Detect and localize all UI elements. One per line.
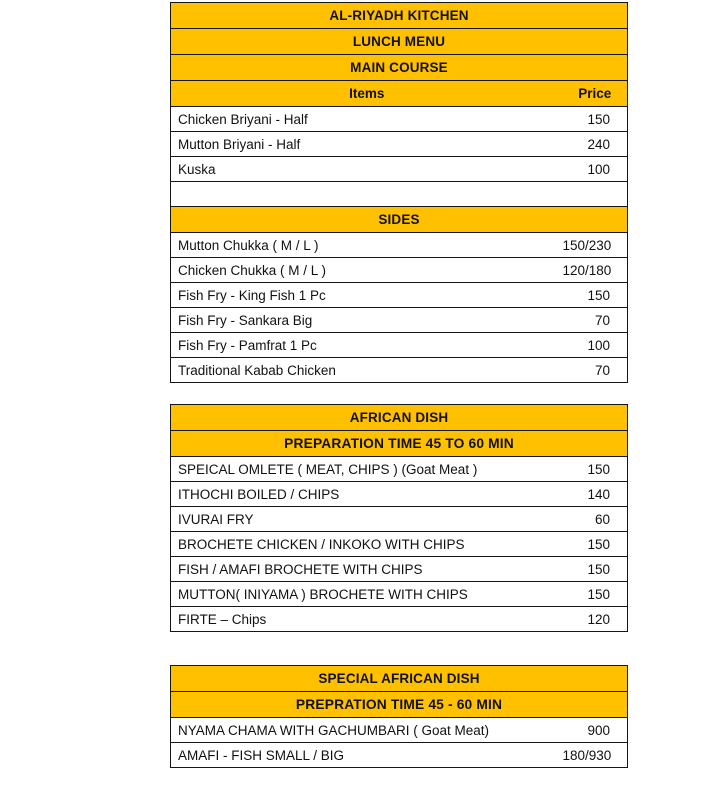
item-price: 70: [563, 358, 628, 383]
african-prep-time-text: PREPARATION TIME 45 TO 60 MIN: [171, 431, 628, 457]
table-row: [171, 532, 628, 557]
item-name: Chicken Briyani - Half: [171, 107, 563, 132]
banner-restaurant-name: [171, 3, 628, 29]
item-name: Fish Fry - Sankara Big: [171, 308, 563, 333]
table-row: [171, 607, 628, 632]
item-price: 150: [563, 557, 628, 582]
special-prep-time-text: PREPRATION TIME 45 - 60 MIN: [171, 692, 628, 718]
african-dish-text: AFRICAN DISH: [171, 405, 628, 431]
item-price: 150/230: [563, 233, 628, 258]
special-african-dish-table: [170, 665, 628, 768]
table-row: [171, 283, 628, 308]
item-price: 60: [563, 507, 628, 532]
banner-special-african-dish: [171, 666, 628, 692]
table-row: [171, 557, 628, 582]
table-row: [171, 482, 628, 507]
item-name: SPEICAL OMLETE ( MEAT, CHIPS ) (Goat Meat ): [171, 457, 563, 482]
item-name: Traditional Kabab Chicken: [171, 358, 563, 383]
item-name: Fish Fry - Pamfrat 1 Pc: [171, 333, 563, 358]
table-row: [171, 457, 628, 482]
table-row: [171, 258, 628, 283]
banner-special-prep-time: [171, 692, 628, 718]
item-price: 100: [563, 157, 628, 182]
lunch-menu-text: LUNCH MENU: [171, 29, 628, 55]
banner-african-prep-time: [171, 431, 628, 457]
table-row: [171, 582, 628, 607]
item-name: Mutton Chukka ( M / L ): [171, 233, 563, 258]
item-name: MUTTON( INIYAMA ) BROCHETE WITH CHIPS: [171, 582, 563, 607]
table-row: [171, 233, 628, 258]
african-dish-table: [170, 404, 628, 632]
column-header-row: [171, 81, 628, 107]
table-row: [171, 333, 628, 358]
sides-heading-text: SIDES: [171, 207, 628, 233]
item-name: Mutton Briyani - Half: [171, 132, 563, 157]
spacer-cell-right: [563, 182, 628, 207]
item-price: 240: [563, 132, 628, 157]
table-row: [171, 743, 628, 768]
special-african-dish-text: SPECIAL AFRICAN DISH: [171, 666, 628, 692]
restaurant-name-text: AL-RIYADH KITCHEN: [171, 3, 628, 29]
main-course-table: [170, 2, 628, 383]
item-price: 100: [563, 333, 628, 358]
spacer-cell-left: [171, 182, 563, 207]
item-price: 140: [563, 482, 628, 507]
table-row: [171, 507, 628, 532]
banner-lunch-menu: [171, 29, 628, 55]
item-name: Kuska: [171, 157, 563, 182]
item-name: BROCHETE CHICKEN / INKOKO WITH CHIPS: [171, 532, 563, 557]
table-row: [171, 358, 628, 383]
banner-sides: [171, 207, 628, 233]
item-price: 150: [563, 107, 628, 132]
item-name: NYAMA CHAMA WITH GACHUMBARI ( Goat Meat): [171, 718, 563, 743]
item-name: AMAFI - FISH SMALL / BIG: [171, 743, 563, 768]
banner-african-dish: [171, 405, 628, 431]
column-header-items: Items: [171, 81, 563, 107]
item-price: 70: [563, 308, 628, 333]
item-name: Fish Fry - King Fish 1 Pc: [171, 283, 563, 308]
table-row: [171, 107, 628, 132]
item-name: ITHOCHI BOILED / CHIPS: [171, 482, 563, 507]
item-price: 120/180: [563, 258, 628, 283]
item-name: FIRTE – Chips: [171, 607, 563, 632]
table-row: [171, 157, 628, 182]
item-price: 150: [563, 532, 628, 557]
item-name: Chicken Chukka ( M / L ): [171, 258, 563, 283]
item-name: FISH / AMAFI BROCHETE WITH CHIPS: [171, 557, 563, 582]
table-row: [171, 718, 628, 743]
item-price: 180/930: [563, 743, 628, 768]
item-price: 900: [563, 718, 628, 743]
item-price: 150: [563, 457, 628, 482]
spacer-row: [171, 182, 628, 207]
column-header-price: Price: [563, 81, 628, 107]
item-name: IVURAI FRY: [171, 507, 563, 532]
table-row: [171, 132, 628, 157]
main-course-text: MAIN COURSE: [171, 55, 628, 81]
table-row: [171, 308, 628, 333]
item-price: 150: [563, 283, 628, 308]
item-price: 150: [563, 582, 628, 607]
item-price: 120: [563, 607, 628, 632]
banner-main-course: [171, 55, 628, 81]
